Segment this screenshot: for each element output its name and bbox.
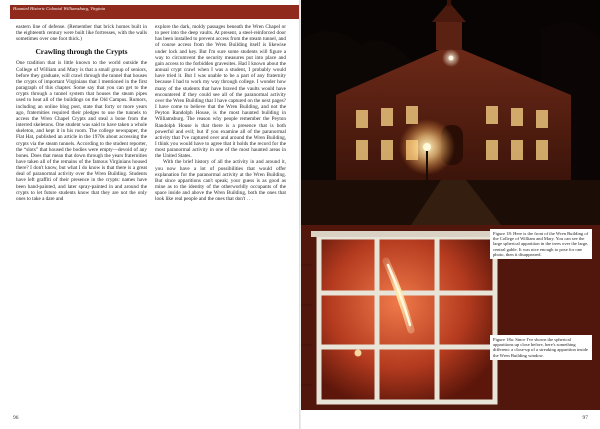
left-column-1 — [16, 24, 147, 202]
page-number-right: 97 — [582, 415, 588, 421]
page-number-left: 96 — [13, 415, 19, 421]
figure-caption-18a: Figure 18a: Since I've shown the spherical apparitions up close before, here's something different: a close-up of a streaking apparition inside the Wren Building window. — [490, 335, 592, 360]
wren-building-photo-art — [301, 0, 600, 225]
photo-wren-building-night — [301, 0, 600, 225]
figure-caption-18: Figure 18: Here is the front of the Wren Building of the College of William and Mary. You can see the large spherical apparition in the trees over the large, central gable. It was nice enough to pose for one photo, then it disappeared. — [490, 229, 592, 259]
paragraph-closing: With the brief history of all the activity in and around it, you now have a lot of possibilities that would offer explanation for the paranormal activity at the Wren Building. But since apparitions can't speak; your guess is as good as mine as to the identity of the otherworldly occupants of the space inside and above the Wren Building, both the ones that look like real people and the ones that don't . . . — [155, 159, 286, 203]
paragraph-crypts: One tradition that is little known to the world outside the College of William and Mary is that a small group of seniors, before they graduate, will crawl through the tunnel that houses the crypts of important Virginians that I mentioned in the first paragraph of this chapter. Some say that you can get to the crypts through a tunnel system that houses the steam pipes used to heat all of the buildings on the Old Campus. Rumors, including an online blog post, state that forty or more years ago, fraternities required their pledges to use the tunnels to access the Wren Chapel Crypts and steal a bone from the interred skeletons. One student was said to have taken a whole skeleton, and kept it in his room. The college newspaper, the Flat Hat, published an article in the 1970s about accessing the crypts via the steam tunnels. According to the student reporter, the “slots” that housed the bodies were empty—devoid of any bones. Does that mean that down through the years fraternities have taken all of the remains of the famous Virginians housed there? I don't know, but what I do know is that there is a great deal of paranormal activity over the Wren Building. Students have left graffiti of their presence in the crypts: names have been hand-painted, and later spray-painted in and around the crypts to let future students know that they are not the only ones to take a dare and — [16, 60, 147, 202]
running-head — [10, 5, 300, 19]
paragraph-continuation: explore the dark, moldy passages beneath the Wren Chapel or to peer into the deep vaults. At present, a steel-reinforced door has been installed to prevent access from the steam tunnel, and of course access from the Wren Building itself is likewise under lock and key. But I'm sure some students will figure a way to circumvent the security measures put into place and gain access to the forbidden gravesites. Had I known about the annual crypt crawl when I was a student, I probably would have tried it. But I was unable to be a part of any fraternity because I had to work my way through college. I wonder how many of the students that have braved the vaults would have encountered if they could see all of the paranormal activity over the Wren Building that I have captured on the next pages? I have come to believe that the Wren Building, and not the Peyton Randolph House, is the most haunted building in Williamsburg. The reason why people remember the Peyton Randolph House is that there is a presence that is both powerful and evil; but if you examine all of the paranormal activity that I've captured over and around the Wren Building, I think you would have to agree that it holds the record for the most paranormal activity in one of the most haunted areas in the United States. — [155, 24, 286, 160]
left-column-2 — [155, 24, 286, 203]
running-head-title: Haunted Historic Colonial Williamsburg, Virginia — [13, 6, 106, 11]
paragraph-lead: eastern line of defense. (Remember that brick homes built in the eighteenth century were built like fortresses, with the walls sometimes over one foot thick.) — [16, 24, 147, 43]
section-heading: Crawling through the Crypts — [35, 47, 128, 57]
